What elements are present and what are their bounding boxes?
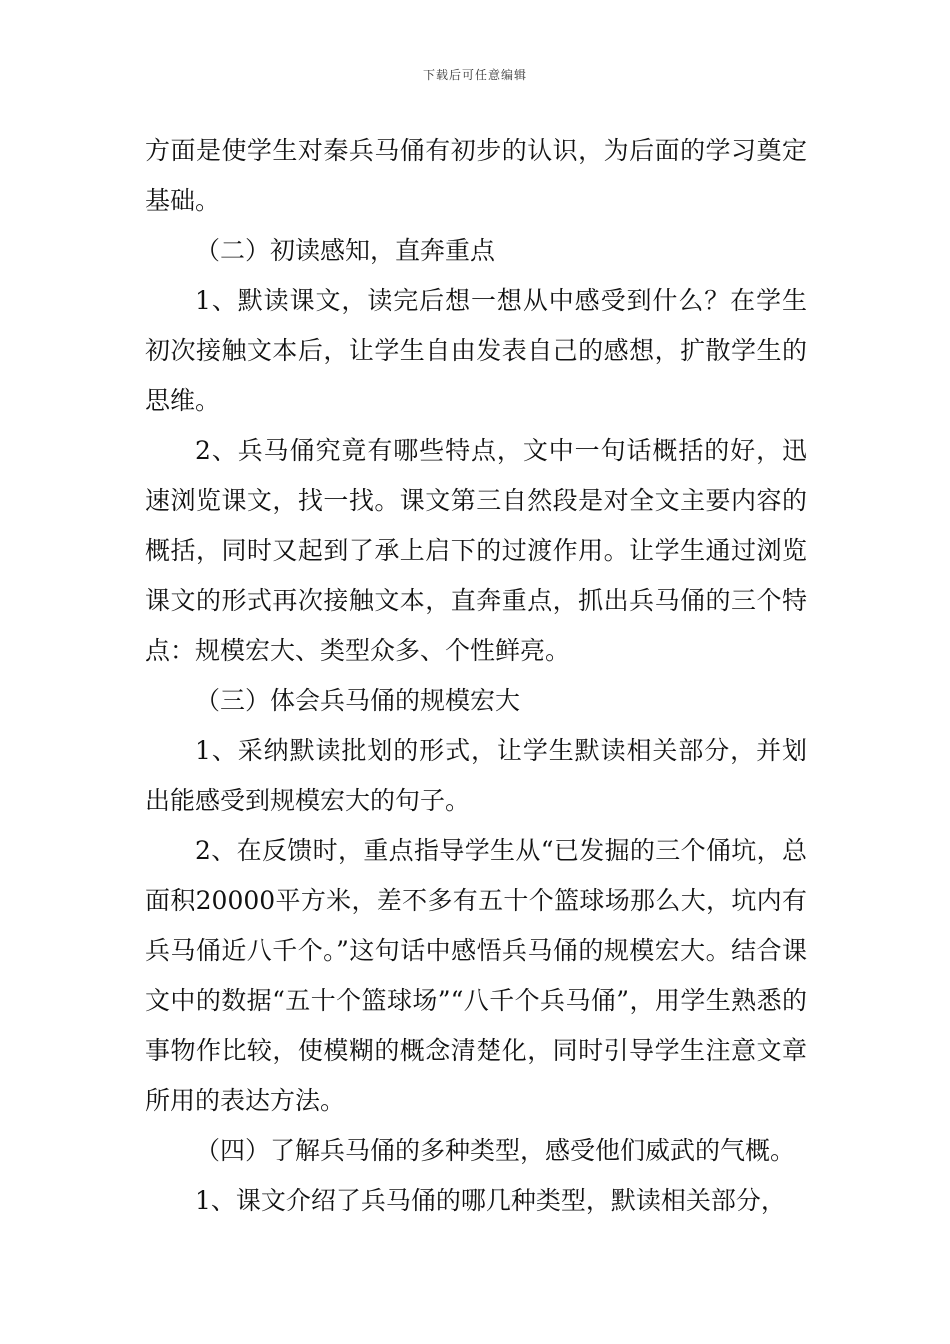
- section-heading-4: （四）了解兵马俑的多种类型，感受他们威武的气概。: [195, 1136, 796, 1165]
- paragraph: 1、课文介绍了兵马俑的哪几种类型，默读相关部分，: [195, 1186, 786, 1215]
- document-body: [145, 126, 807, 1226]
- paragraph: 1、默读课文，读完后想一想从中感受到什么？在学生初次接触文本后，让学生自由发表自己的感想，扩散学生的思维。: [145, 286, 807, 415]
- page-header: 下载后可任意编辑: [422, 68, 527, 82]
- section-heading-3: （三）体会兵马俑的规模宏大: [195, 686, 521, 715]
- paragraph-continuation: 方面是使学生对秦兵马俑有初步的认识，为后面的学习奠定基础。: [145, 136, 807, 215]
- paragraph: 2、在反馈时，重点指导学生从“已发掘的三个俑坑，总面积20000平方米，差不多有五十个篮球场那么大，坑内有兵马俑近八千个。”这句话中感悟兵马俑的规模宏大。结合课文中的数据“五十个篮球场”“八千个兵马俑”，用学生熟悉的事物作比较，使模糊的概念清楚化，同时引导学生注意文章所用的表达方法。: [145, 836, 807, 1115]
- paragraph: 2、兵马俑究竟有哪些特点，文中一句话概括的好，迅速浏览课文，找一找。课文第三自然段是对全文主要内容的概括，同时又起到了承上启下的过渡作用。让学生通过浏览课文的形式再次接触文本，直奔重点，抓出兵马俑的三个特点：规模宏大、类型众多、个性鲜亮。: [145, 436, 807, 665]
- paragraph: 1、采纳默读批划的形式，让学生默读相关部分，并划出能感受到规模宏大的句子。: [145, 736, 807, 815]
- section-heading-2: （二）初读感知，直奔重点: [195, 236, 496, 265]
